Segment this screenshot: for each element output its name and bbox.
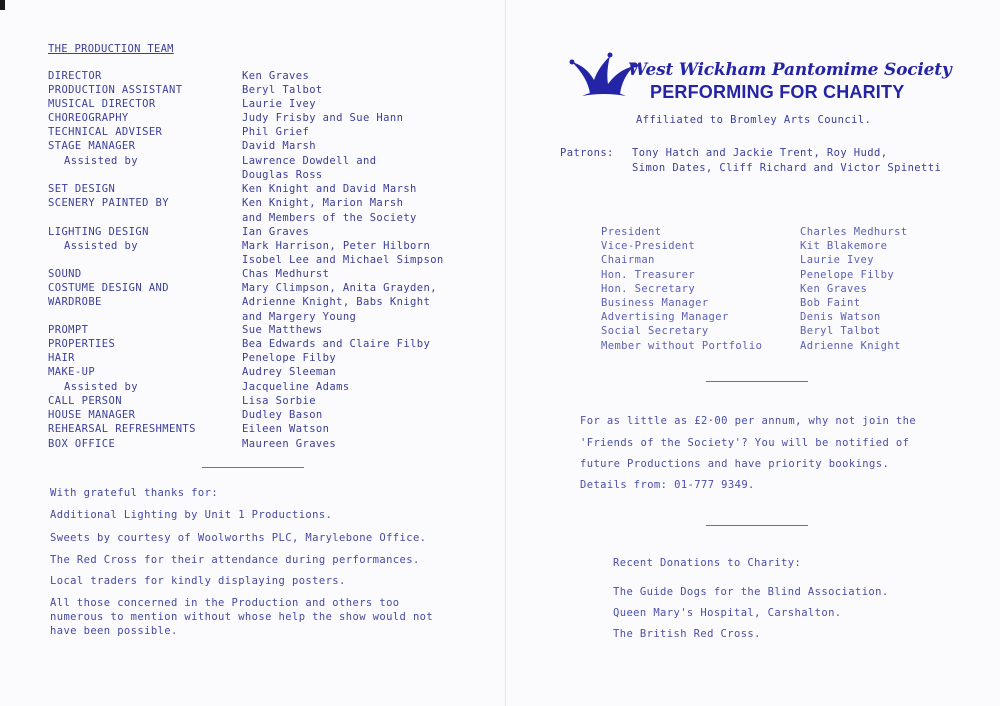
officer-name: Beryl Talbot (800, 325, 881, 337)
team-member-name: Lawrence Dowdell and (242, 155, 377, 167)
donation-item: Queen Mary's Hospital, Carshalton. (613, 607, 842, 619)
team-role: CALL PERSON (48, 395, 122, 407)
team-member-name: Douglas Ross (242, 169, 323, 181)
team-role: PRODUCTION ASSISTANT (48, 84, 183, 96)
team-role: MUSICAL DIRECTOR (48, 98, 156, 110)
team-role: Assisted by (64, 240, 138, 252)
team-member-name: Sue Matthews (242, 324, 323, 336)
team-role: TECHNICAL ADVISER (48, 126, 163, 138)
officer-name: Adrienne Knight (800, 340, 901, 352)
team-member-name: Phil Grief (242, 126, 310, 138)
team-member-name: Ken Graves (242, 70, 310, 82)
thanks-line: Local traders for kindly displaying posters. (50, 575, 346, 587)
donation-item: The Guide Dogs for the Blind Association. (613, 586, 889, 598)
team-member-name: Dudley Bason (242, 409, 323, 421)
society-name: West Wickham Pantomime Society (628, 60, 952, 80)
team-role: DIRECTOR (48, 70, 102, 82)
team-role: PROMPT (48, 324, 89, 336)
donation-item: The British Red Cross. (613, 628, 761, 640)
divider-right-2 (706, 525, 808, 526)
team-role: SET DESIGN (48, 183, 116, 195)
divider-right-1 (706, 381, 808, 382)
officer-name: Penelope Filby (800, 269, 895, 281)
affiliation-text: Affiliated to Bromley Arts Council. (636, 114, 872, 126)
officer-name: Denis Watson (800, 311, 881, 323)
team-member-name: Mark Harrison, Peter Hilborn (242, 240, 431, 252)
team-member-name: Mary Climpson, Anita Grayden, (242, 282, 437, 294)
team-member-name: Eileen Watson (242, 423, 330, 435)
officer-role: Social Secretary (601, 325, 709, 337)
divider-left (202, 467, 304, 468)
team-member-name: Jacqueline Adams (242, 381, 350, 393)
team-member-name: Chas Medhurst (242, 268, 330, 280)
team-role: LIGHTING DESIGN (48, 226, 149, 238)
team-role: HAIR (48, 352, 75, 364)
right-page (506, 0, 1000, 706)
officer-role: Member without Portfolio (601, 340, 763, 352)
thanks-closing: All those concerned in the Production and others too numerous to mention without whose help the show would not have been possible. (50, 597, 434, 637)
officer-name: Laurie Ivey (800, 254, 874, 266)
friends-line: 'Friends of the Society'? You will be notified of (580, 437, 910, 449)
officer-role: Hon. Secretary (601, 283, 696, 295)
team-role: COSTUME DESIGN AND (48, 282, 169, 294)
thanks-heading: With grateful thanks for: (50, 487, 219, 499)
team-member-name: Lisa Sorbie (242, 395, 316, 407)
team-role: STAGE MANAGER (48, 140, 136, 152)
team-member-name: and Members of the Society (242, 212, 417, 224)
team-role: SCENERY PAINTED BY (48, 197, 169, 209)
team-member-name: Ian Graves (242, 226, 310, 238)
patrons-label: Patrons: (560, 147, 614, 159)
team-role: WARDROBE (48, 296, 102, 308)
team-member-name: and Margery Young (242, 311, 357, 323)
friends-line: For as little as £2·00 per annum, why not join the (580, 415, 917, 427)
thanks-line: Sweets by courtesy of Woolworths PLC, Marylebone Office. (50, 532, 427, 544)
team-member-name: Bea Edwards and Claire Filby (242, 338, 431, 350)
friends-line: future Productions and have priority bookings. (580, 458, 890, 470)
officer-role: Hon. Treasurer (601, 269, 696, 281)
society-tagline: PERFORMING FOR CHARITY (650, 82, 905, 102)
team-member-name: Ken Knight and David Marsh (242, 183, 417, 195)
team-member-name: Ken Knight, Marion Marsh (242, 197, 404, 209)
team-member-name: Adrienne Knight, Babs Knight (242, 296, 431, 308)
officer-role: Business Manager (601, 297, 709, 309)
team-role: Assisted by (64, 155, 138, 167)
production-team-title: THE PRODUCTION TEAM (48, 43, 174, 55)
team-member-name: Judy Frisby and Sue Hann (242, 112, 404, 124)
officer-name: Charles Medhurst (800, 226, 908, 238)
officer-name: Ken Graves (800, 283, 868, 295)
team-member-name: Beryl Talbot (242, 84, 323, 96)
patrons-line: Simon Dates, Cliff Richard and Victor Spinetti (632, 162, 942, 174)
donations-heading: Recent Donations to Charity: (613, 557, 802, 569)
officer-name: Kit Blakemore (800, 240, 888, 252)
team-member-name: Isobel Lee and Michael Simpson (242, 254, 444, 266)
friends-phone: Details from: 01-777 9349. (580, 479, 755, 491)
team-role: SOUND (48, 268, 82, 280)
patrons-line: Tony Hatch and Jackie Trent, Roy Hudd, (632, 147, 888, 159)
team-role: BOX OFFICE (48, 438, 116, 450)
team-member-name: Penelope Filby (242, 352, 337, 364)
team-member-name: Laurie Ivey (242, 98, 316, 110)
officer-role: Advertising Manager (601, 311, 729, 323)
team-role: PROPERTIES (48, 338, 116, 350)
officer-role: Chairman (601, 254, 655, 266)
team-member-name: David Marsh (242, 140, 316, 152)
team-member-name: Maureen Graves (242, 438, 337, 450)
team-role: Assisted by (64, 381, 138, 393)
officer-name: Bob Faint (800, 297, 861, 309)
team-role: HOUSE MANAGER (48, 409, 136, 421)
thanks-line: Additional Lighting by Unit 1 Productions. (50, 509, 333, 521)
team-member-name: Audrey Sleeman (242, 366, 337, 378)
team-role: MAKE-UP (48, 366, 96, 378)
officer-role: Vice-President (601, 240, 696, 252)
team-role: CHOREOGRAPHY (48, 112, 129, 124)
thanks-line: The Red Cross for their attendance during performances. (50, 554, 420, 566)
officer-role: President (601, 226, 662, 238)
team-role: REHEARSAL REFRESHMENTS (48, 423, 196, 435)
